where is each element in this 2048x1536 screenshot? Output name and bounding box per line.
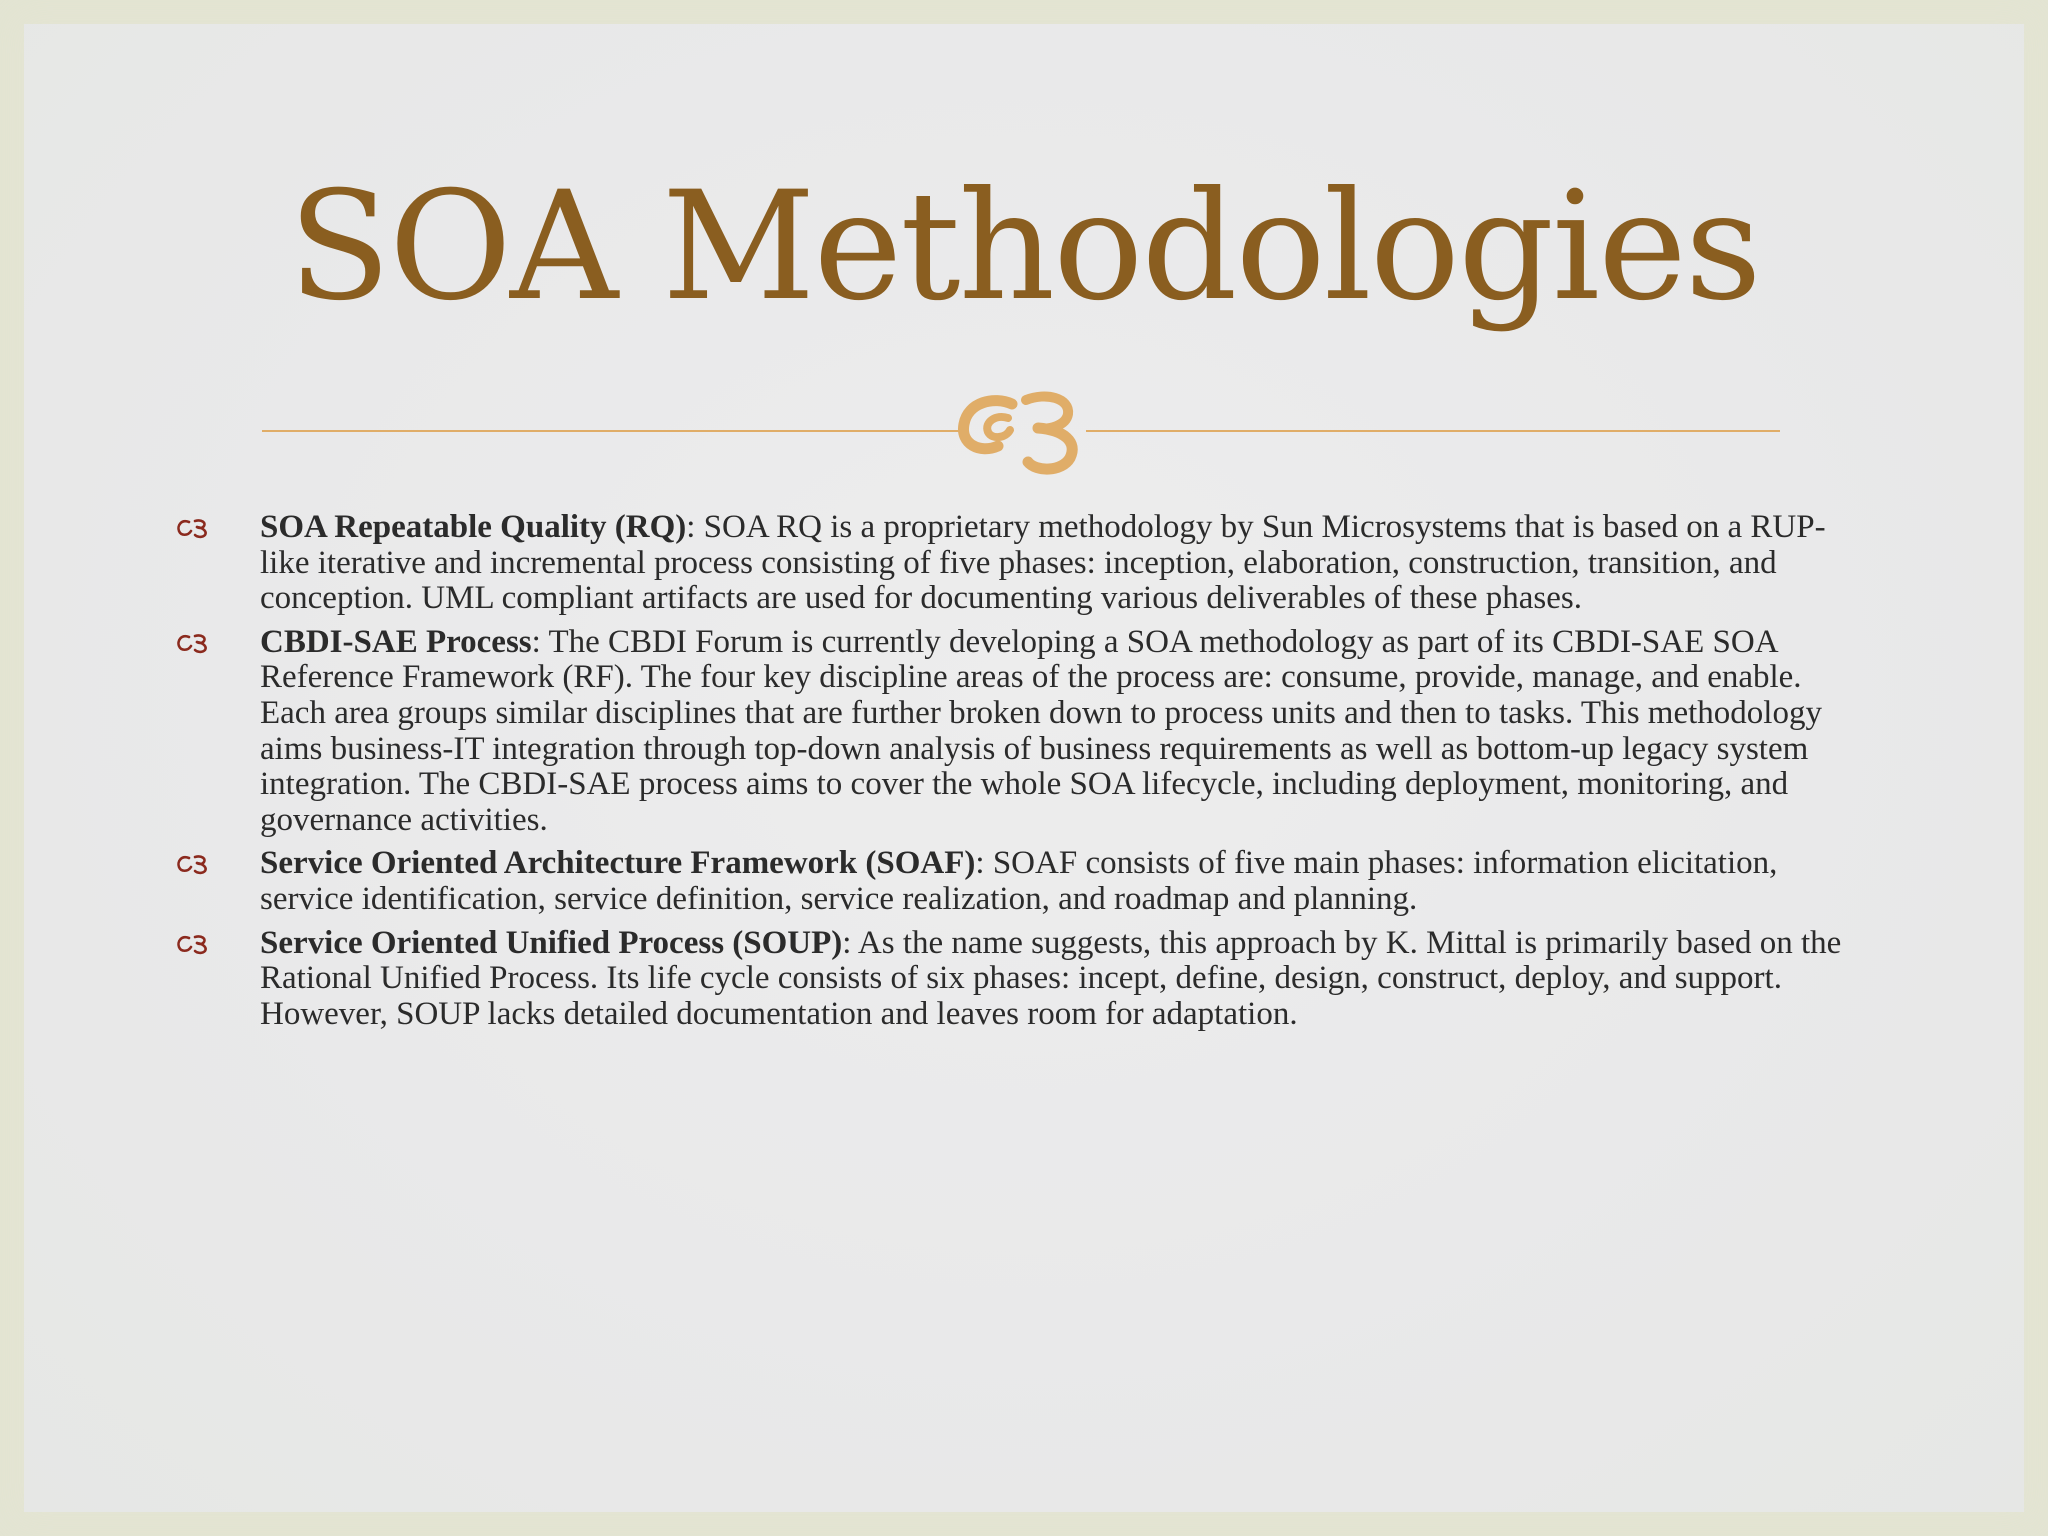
fleuron-bullet-icon [176,517,212,539]
bullet-separator: : [531,623,549,660]
bullet-item [176,625,1866,839]
bullet-item [176,510,1866,617]
bullet-list [176,510,1866,1040]
bullet-title: CBDI-SAE Process [260,623,532,660]
bullet-separator: : [842,924,858,961]
fleuron-bullet-icon [176,853,212,875]
bullet-text: As the name suggests, this approach by K. Mittal is primarily based on the Rational Unified Process. Its life cycle consists of six phases: incept, define, design, construct, deploy, and support. However, SOUP lacks detailed documentation and leaves room for adaptation. [260,924,1842,1032]
slide-title: SOA Methodologies [288,160,1760,334]
bullet-title: SOA Repeatable Quality (RQ) [260,509,687,545]
title-divider-left [262,430,962,432]
flourish-icon [950,378,1100,478]
title-divider-right [1086,430,1780,432]
bullet-text: The CBDI Forum is currently developing a SOA methodology as part of its CBDI-SAE SOA Reference Framework (RF). The four key discipline areas of the process are: consume, provide, manage, and enable. Each area groups similar disciplines that are further broken down to process units and then to tasks. This methodology aims business-IT integration through top-down analysis of business requirements as well as bottom-up legacy system integration. The CBDI-SAE process aims to cover the whole SOA lifecycle, including deployment, monitoring, and governance activities. [260,623,1822,838]
bullet-title: Service Oriented Unified Process (SOUP) [260,924,843,961]
bullet-text: SOA RQ is a proprietary methodology by Sun Microsystems that is based on a RUP-like iterative and incremental process consisting of five phases: inception, elaboration, construction, transition, and conception. UML compliant artifacts are used for documenting various deliverables of these phases. [260,509,1826,617]
bullet-text: SOAF consists of five main phases: information elicitation, service identification, service definition, service realization, and roadmap and planning. [260,845,1778,917]
bullet-separator: : [975,845,993,882]
bullet-separator: : [686,509,704,545]
bullet-item [176,926,1866,1033]
fleuron-bullet-icon [176,632,212,654]
fleuron-bullet-icon [176,933,212,955]
bullet-item [176,846,1866,917]
bullet-title: Service Oriented Architecture Framework (SOAF) [260,845,976,882]
